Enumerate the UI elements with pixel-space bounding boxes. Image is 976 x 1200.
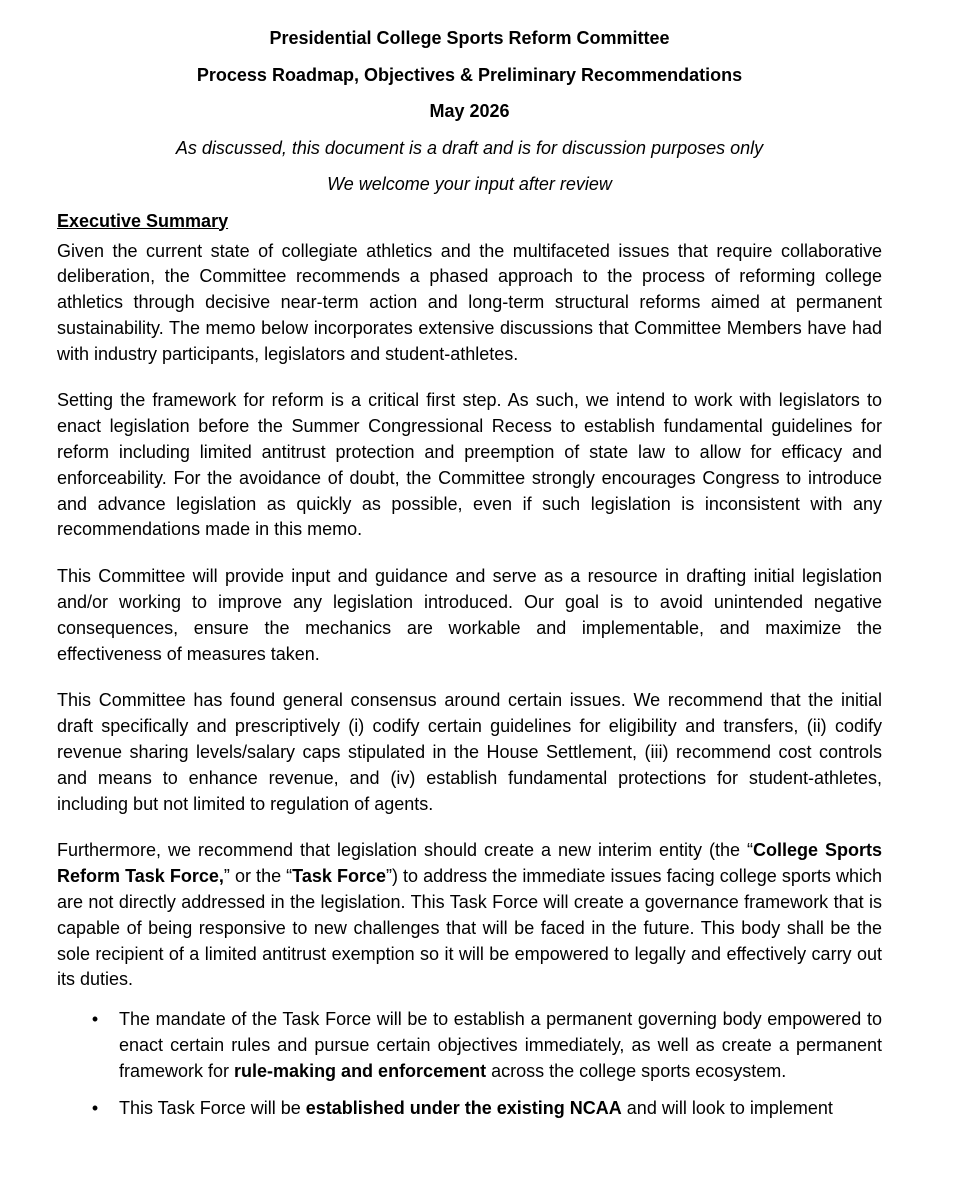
paragraph-5	[57, 838, 882, 993]
paragraph-5-text: ”) to address the immediate issues facing college sports which are not directly addressed in the legislation. This Task Force will create a governance framework that is capable of being responsive to new challenges that will be faced in the future. This body shall be the sole recipient of a limited antitrust exemption so it will be empowered to legally and effectively carry out its duties.	[57, 866, 882, 990]
paragraph-3: This Committee will provide input and guidance and serve as a resource in drafting initial legislation and/or working to improve any legislation introduced. Our goal is to avoid unintended negative consequences, ensure the mechanics are workable and implementable, and maximize the effectiveness of measures taken.	[57, 566, 882, 664]
document-subtitle: Process Roadmap, Objectives & Preliminary Recommendations	[196, 64, 743, 85]
list-item	[57, 1096, 882, 1122]
list-item-text	[119, 1009, 882, 1081]
list-item-text-part: The mandate of the Task Force will be to establish a permanent governing body empowered to enact certain rules and pursue certain objectives immediately, as well as create a permanent framework for	[119, 1009, 882, 1081]
bullet-list	[57, 1007, 882, 1121]
list-item	[57, 1007, 882, 1084]
paragraph-5-text: Furthermore, we recommend that legislation should create a new interim entity (the “	[57, 840, 753, 861]
task-force-short-name: Task Force	[292, 866, 386, 887]
list-item-text-part: across the college sports ecosystem.	[486, 1060, 787, 1081]
list-item-text	[119, 1098, 833, 1118]
section-heading: Executive Summary	[57, 210, 229, 231]
paragraph-4: This Committee has found general consensus around certain issues. We recommend that the initial draft specifically and prescriptively (i) codify certain guidelines for eligibility and transfers, (ii) codify revenue sharing levels/salary caps stipulated in the House Settlement, (iii) recommend cost controls and means to enhance revenue, and (iv) establish fundamental protections for student-athletes, including but not limited to regulation of agents.	[57, 690, 882, 814]
list-item-emphasis: rule-making and enforcement	[234, 1060, 487, 1081]
list-item-text-part: and will look to implement	[621, 1097, 833, 1118]
draft-notice: As discussed, this document is a draft and is for discussion purposes only	[175, 137, 764, 158]
paragraph-5-text: ” or the “	[223, 866, 293, 887]
bullet-icon: •	[91, 1009, 99, 1030]
list-item-emphasis: established under the existing NCAA	[305, 1097, 622, 1118]
document-title: Presidential College Sports Reform Committee	[269, 28, 670, 48]
document-date: May 2026	[429, 101, 510, 121]
paragraph-2: Setting the framework for reform is a critical first step. As such, we intend to work with legislators to enact legislation before the Summer Congressional Recess to establish fundamental guidelines for reform including limited antitrust protection and preemption of state law to allow for efficacy and enforceability. For the avoidance of doubt, the Committee strongly encourages Congress to introduce and advance legislation as quickly as possible, even if such legislation is inconsistent with any recommendations made in this memo.	[57, 390, 882, 540]
paragraph-1: Given the current state of collegiate athletics and the multifaceted issues that require collaborative deliberation, the Committee recommends a phased approach to the process of reforming college athletics through decisive near-term action and long-term structural reforms aimed at permanent sustainability. The memo below incorporates extensive discussions that Committee Members have had with industry participants, legislators and student-athletes.	[57, 240, 882, 364]
task-force-full-name: College Sports Reform Task Force,	[57, 840, 882, 887]
list-item-text-part: This Task Force will be	[119, 1097, 306, 1118]
input-request: We welcome your input after review	[327, 174, 612, 194]
bullet-icon: •	[91, 1097, 99, 1118]
